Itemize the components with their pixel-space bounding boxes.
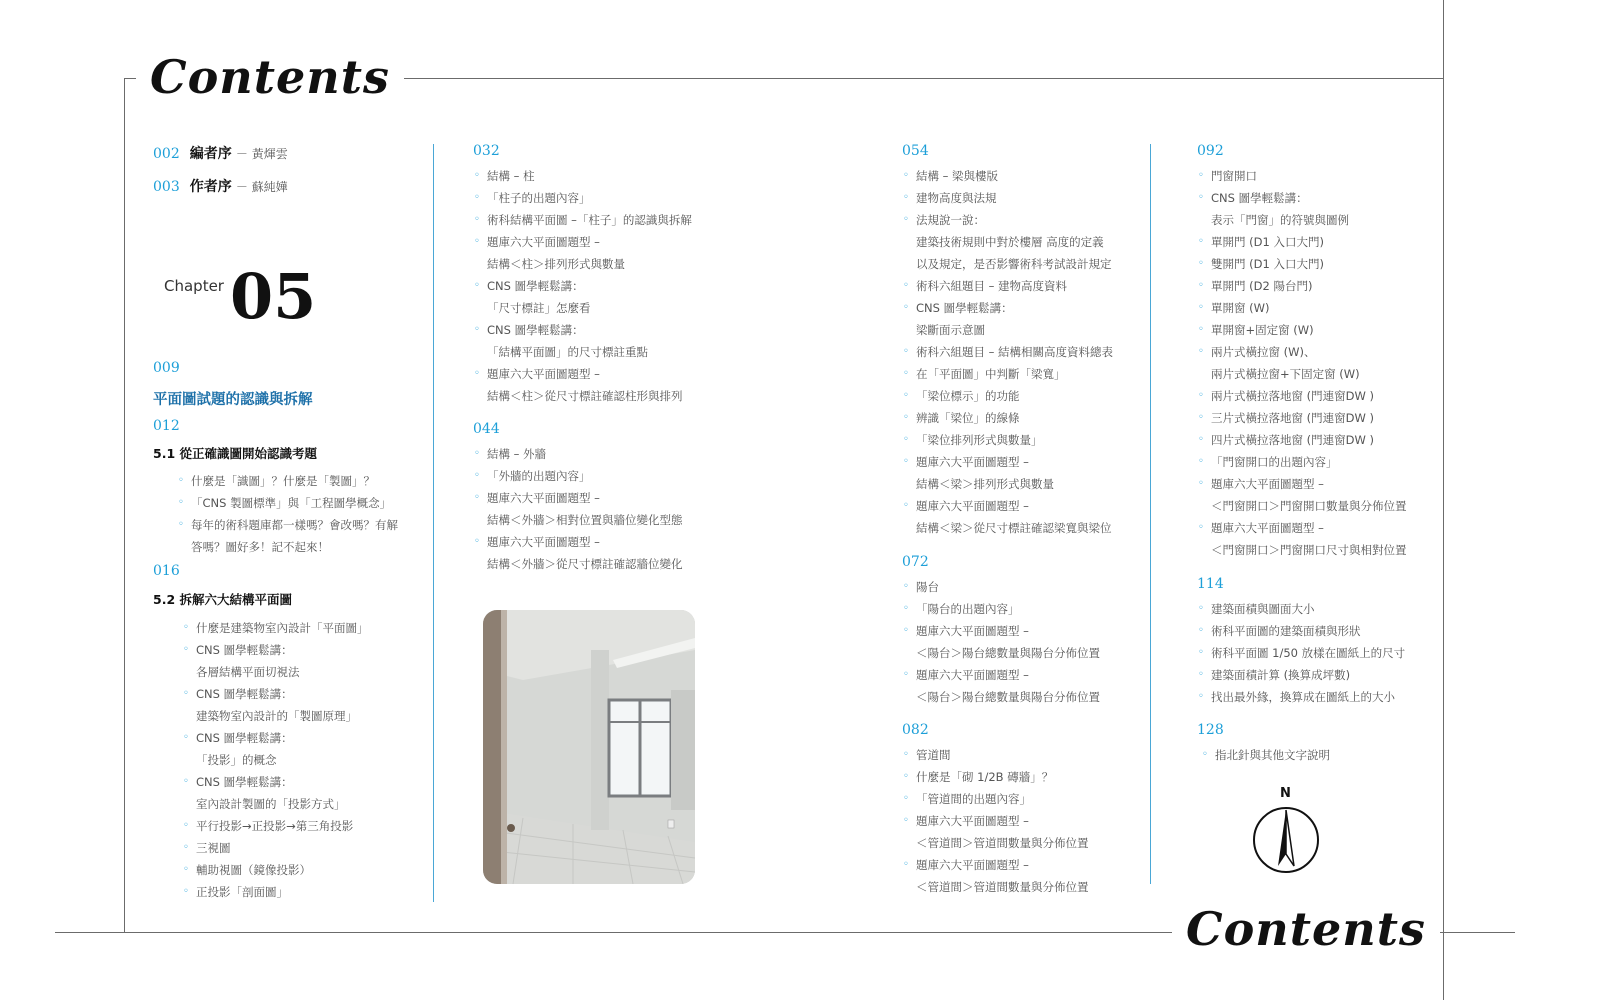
right-frame-line	[1443, 0, 1444, 1000]
toc-item-text: 「管道間的出題內容」	[916, 792, 1031, 806]
group-082	[902, 722, 1089, 898]
section-5-1	[153, 418, 398, 558]
toc-item[interactable]	[182, 639, 369, 683]
bullet-icon: ◦	[903, 456, 909, 467]
bullet-icon: ◦	[903, 815, 909, 826]
section-5-2	[153, 563, 369, 903]
toc-item-text: ＜陽台＞陽台總數量與陽台分佈位置	[916, 690, 1100, 704]
bullet-icon: ◦	[903, 412, 909, 423]
bullet-icon: ◦	[903, 434, 909, 445]
toc-item[interactable]	[473, 187, 692, 209]
toc-item-text: 法規說一說：	[916, 213, 985, 227]
toc-item-text: 題庫六大平面圖題型 –	[916, 455, 1029, 469]
toc-item-text: 每年的術科題庫都一樣嗎？會改嗎？有解	[191, 518, 398, 532]
toc-item-text: CNS 圖學輕鬆講：	[916, 301, 1013, 315]
bullet-icon: ◦	[178, 519, 184, 530]
column-separator	[433, 144, 434, 902]
toc-item[interactable]	[1197, 664, 1405, 686]
toc-item-text: 結構＜柱＞從尺寸標註確認柱形與排列	[487, 389, 683, 403]
toc-item[interactable]	[1197, 297, 1407, 319]
toc-item-text: 什麼是「識圖」？什麼是「製圖」？	[191, 474, 375, 488]
toc-item-text: 建築面積計算 (換算成坪數)	[1211, 668, 1351, 682]
bullet-icon: ◦	[1198, 236, 1204, 247]
toc-item[interactable]	[473, 443, 683, 465]
left-frame-line	[124, 78, 125, 933]
toc-item-text: 「梁位標示」的功能	[916, 389, 1020, 403]
group-114	[1197, 576, 1405, 708]
toc-item-text: 題庫六大平面圖題型 –	[916, 668, 1029, 682]
toc-item[interactable]	[473, 275, 692, 319]
toc-item[interactable]	[902, 385, 1113, 407]
toc-item-text: 表示「門窗」的符號與圖例	[1211, 213, 1349, 227]
bullet-icon: ◦	[474, 192, 480, 203]
toc-item[interactable]	[473, 363, 692, 407]
bullet-icon: ◦	[183, 732, 189, 743]
toc-item-text: 室內設計製圖的「投影方式」	[196, 797, 346, 811]
toc-item-text: 「門窗開口的出題內容」	[1211, 455, 1338, 469]
bullet-icon: ◦	[1198, 603, 1204, 614]
group-128	[1197, 722, 1330, 766]
toc-item-text: 平行投影→正投影→第三角投影	[196, 819, 354, 833]
toc-item-text: 結構 – 柱	[487, 169, 535, 183]
bullet-icon: ◦	[474, 170, 480, 181]
bullet-icon: ◦	[903, 603, 909, 614]
toc-item[interactable]	[473, 209, 692, 231]
toc-item-text: 題庫六大平面圖題型 –	[1211, 521, 1324, 535]
section-title[interactable]: 5.2 拆解六大結構平面圖	[153, 592, 292, 607]
chapter-number: 05	[229, 260, 317, 333]
toc-item-text: 建築技術規則中對於樓層 高度的定義	[916, 235, 1104, 249]
compass-icon	[1252, 804, 1322, 876]
toc-item-text: 術科六組題目 – 結構相關高度資料總表	[916, 345, 1114, 359]
toc-item-text: 建築面積與圖面大小	[1211, 602, 1315, 616]
bullet-icon: ◦	[1202, 749, 1208, 760]
bullet-icon: ◦	[903, 771, 909, 782]
chapter-heading	[164, 260, 316, 334]
bullet-icon: ◦	[183, 644, 189, 655]
toc-item-text: 輔助視圖（鏡像投影）	[196, 863, 311, 877]
toc-item-text: 題庫六大平面圖題型 –	[487, 235, 600, 249]
toc-item-text: 「結構平面圖」的尺寸標註重點	[487, 345, 648, 359]
toc-item[interactable]	[182, 727, 369, 771]
toc-item[interactable]	[182, 771, 369, 815]
bullet-icon: ◦	[474, 236, 480, 247]
toc-item-text: 「柱子的出題內容」	[487, 191, 591, 205]
toc-item[interactable]	[902, 341, 1113, 363]
toc-item[interactable]	[1197, 187, 1407, 231]
toc-item[interactable]	[902, 429, 1113, 451]
bullet-icon: ◦	[903, 581, 909, 592]
toc-item[interactable]	[177, 492, 398, 514]
toc-item[interactable]	[1197, 275, 1407, 297]
toc-item-text: 辨識「梁位」的線條	[916, 411, 1020, 425]
toc-item[interactable]	[182, 881, 369, 903]
toc-item-text: 結構＜柱＞排列形式與數量	[487, 257, 625, 271]
toc-item[interactable]	[902, 495, 1113, 539]
toc-item-text: ＜門窗開口＞門窗開口尺寸與相對位置	[1211, 543, 1407, 557]
toc-item-text: 以及規定，是否影響術科考試設計規定	[916, 257, 1112, 271]
bullet-icon: ◦	[178, 497, 184, 508]
page-number: 092	[1197, 143, 1224, 159]
bullet-icon: ◦	[183, 886, 189, 897]
page-number: 012	[153, 418, 180, 434]
toc-item[interactable]	[902, 576, 1100, 598]
toc-item-text: 術科平面圖的建築面積與形狀	[1211, 624, 1361, 638]
toc-item-text: 單開窗+固定窗 (W)	[1211, 323, 1314, 337]
toc-item-text: 「外牆的出題內容」	[487, 469, 591, 483]
bullet-icon: ◦	[1198, 478, 1204, 489]
page-number: 016	[153, 563, 180, 579]
page-number: 054	[902, 143, 929, 159]
toc-item[interactable]	[1197, 165, 1407, 187]
toc-item-text: 題庫六大平面圖題型 –	[916, 814, 1029, 828]
bullet-icon: ◦	[1198, 625, 1204, 636]
bullet-icon: ◦	[903, 500, 909, 511]
section-title[interactable]: 5.1 從正確識圖開始認識考題	[153, 446, 317, 461]
toc-item-text: 題庫六大平面圖題型 –	[487, 367, 600, 381]
bullet-icon: ◦	[1198, 522, 1204, 533]
toc-item[interactable]	[902, 766, 1089, 788]
toc-item-text: 建築物室內設計的「製圖原理」	[196, 709, 357, 723]
toc-list	[1201, 744, 1330, 766]
toc-item[interactable]	[177, 470, 398, 492]
group-032	[473, 143, 692, 407]
page-number: 128	[1197, 722, 1224, 738]
empty-room-image	[483, 610, 695, 884]
toc-item[interactable]	[902, 854, 1089, 898]
toc-item-text: 題庫六大平面圖題型 –	[487, 491, 600, 505]
page-number: 002	[153, 146, 180, 162]
page-number: 044	[473, 421, 500, 437]
toc-list	[1197, 598, 1405, 708]
toc-item-text: 單開窗 (W)	[1211, 301, 1270, 315]
toc-item-text: 找出最外緣，換算成在圖紙上的大小	[1211, 690, 1395, 704]
bullet-icon: ◦	[1198, 691, 1204, 702]
toc-item-text: 題庫六大平面圖題型 –	[1211, 477, 1324, 491]
toc-list	[902, 165, 1113, 539]
bullet-icon: ◦	[1198, 669, 1204, 680]
toc-item-text: CNS 圖學輕鬆講：	[196, 731, 293, 745]
toc-item[interactable]	[182, 683, 369, 727]
toc-item-text: 術科六組題目 – 建物高度資料	[916, 279, 1068, 293]
group-044	[473, 421, 683, 575]
toc-item[interactable]	[1201, 744, 1330, 766]
toc-item-text: ＜管道間＞管道間數量與分佈位置	[916, 836, 1089, 850]
bullet-icon: ◦	[903, 214, 909, 225]
bullet-icon: ◦	[903, 390, 909, 401]
toc-item[interactable]	[902, 744, 1089, 766]
page-number: 032	[473, 143, 500, 159]
bullet-icon: ◦	[474, 448, 480, 459]
toc-item[interactable]	[473, 231, 692, 275]
bullet-icon: ◦	[903, 302, 909, 313]
toc-item[interactable]	[1197, 473, 1407, 517]
toc-item-text: 結構＜外牆＞從尺寸標註確認牆位變化	[487, 557, 683, 571]
toc-item[interactable]	[902, 275, 1113, 297]
toc-item[interactable]	[902, 788, 1089, 810]
toc-item-text: 「CNS 製圖標準」與「工程圖學概念」	[191, 496, 392, 510]
toc-item-text: CNS 圖學輕鬆講：	[487, 323, 584, 337]
toc-item[interactable]	[473, 531, 683, 575]
toc-item[interactable]	[1197, 407, 1407, 429]
bullet-icon: ◦	[474, 324, 480, 335]
page-number: 003	[153, 179, 180, 195]
bullet-icon: ◦	[183, 864, 189, 875]
toc-item[interactable]	[1197, 341, 1407, 385]
toc-item[interactable]	[182, 859, 369, 881]
bullet-icon: ◦	[903, 280, 909, 291]
preface-entry[interactable]	[153, 138, 288, 171]
north-arrow-compass	[1252, 786, 1322, 876]
toc-item-text: ＜管道間＞管道間數量與分佈位置	[916, 880, 1089, 894]
toc-item-text: 題庫六大平面圖題型 –	[916, 858, 1029, 872]
toc-item-text: 「投影」的概念	[196, 753, 277, 767]
toc-item-text: CNS 圖學輕鬆講：	[487, 279, 584, 293]
toc-item[interactable]	[473, 165, 692, 187]
bullet-icon: ◦	[474, 368, 480, 379]
toc-list	[182, 617, 369, 903]
toc-item[interactable]	[902, 620, 1100, 664]
bullet-icon: ◦	[1198, 456, 1204, 467]
toc-item-text: 兩片式橫拉落地窗 (門連窗DW )	[1211, 389, 1375, 403]
bullet-icon: ◦	[183, 820, 189, 831]
bullet-icon: ◦	[903, 749, 909, 760]
toc-item[interactable]	[1197, 517, 1407, 561]
toc-list	[473, 443, 683, 575]
page-number: 082	[902, 722, 929, 738]
toc-item-text: 管道間	[916, 748, 951, 762]
toc-item-text: 題庫六大平面圖題型 –	[916, 499, 1029, 513]
bullet-icon: ◦	[903, 368, 909, 379]
preface-author: － 黃煇雲	[235, 147, 288, 161]
toc-item-text: 「尺寸標註」怎麼看	[487, 301, 591, 315]
toc-item[interactable]	[1197, 451, 1407, 473]
toc-item-text: 三片式橫拉落地窗 (門連窗DW )	[1211, 411, 1375, 425]
toc-item[interactable]	[902, 810, 1089, 854]
toc-item[interactable]	[902, 451, 1113, 495]
bullet-icon: ◦	[903, 793, 909, 804]
toc-item-text: ＜陽台＞陽台總數量與陽台分佈位置	[916, 646, 1100, 660]
toc-item[interactable]	[1197, 429, 1407, 451]
toc-list	[1197, 165, 1407, 561]
toc-item-text: 三視圖	[196, 841, 231, 855]
toc-item[interactable]	[182, 617, 369, 639]
bullet-icon: ◦	[1198, 302, 1204, 313]
bullet-icon: ◦	[1198, 280, 1204, 291]
toc-item-text: 正投影「剖面圖」	[196, 885, 288, 899]
toc-item-text: 結構＜梁＞從尺寸標註確認梁寬與梁位	[916, 521, 1112, 535]
toc-item[interactable]	[473, 487, 683, 531]
bullet-icon: ◦	[1198, 647, 1204, 658]
toc-item[interactable]	[1197, 598, 1405, 620]
header-title: Contents	[136, 50, 404, 104]
preface-title: 作者序	[189, 179, 232, 195]
toc-item-text: 題庫六大平面圖題型 –	[487, 535, 600, 549]
toc-item-text: 結構 – 外牆	[487, 447, 547, 461]
toc-item[interactable]	[902, 165, 1113, 187]
group-092	[1197, 143, 1407, 561]
toc-item[interactable]	[1197, 620, 1405, 642]
bullet-icon: ◦	[183, 688, 189, 699]
toc-item-text: 題庫六大平面圖題型 –	[916, 624, 1029, 638]
bullet-icon: ◦	[1198, 258, 1204, 269]
toc-item-text: 兩片式橫拉窗 (W)、	[1211, 345, 1316, 359]
toc-item[interactable]	[1197, 642, 1405, 664]
preface-block	[153, 138, 288, 204]
bullet-icon: ◦	[903, 170, 909, 181]
toc-item[interactable]	[177, 514, 398, 558]
toc-list	[177, 470, 398, 558]
toc-item[interactable]	[182, 815, 369, 837]
bullet-icon: ◦	[1198, 346, 1204, 357]
toc-item-text: 建物高度與法規	[916, 191, 997, 205]
toc-item-text: 在「平面圖」中判斷「梁寬」	[916, 367, 1066, 381]
part-block	[153, 360, 313, 409]
toc-item[interactable]	[902, 664, 1100, 708]
toc-item[interactable]	[1197, 385, 1407, 407]
toc-list	[902, 744, 1089, 898]
bullet-icon: ◦	[183, 622, 189, 633]
toc-item-text: CNS 圖學輕鬆講：	[196, 643, 293, 657]
toc-item[interactable]	[1197, 686, 1405, 708]
toc-item-text: 單開門 (D2 陽台門)	[1211, 279, 1313, 293]
bullet-icon: ◦	[474, 280, 480, 291]
toc-item[interactable]	[1197, 231, 1407, 253]
bullet-icon: ◦	[178, 475, 184, 486]
toc-item-text: 四片式橫拉落地窗 (門連窗DW )	[1211, 433, 1375, 447]
column-separator	[1150, 144, 1151, 884]
toc-item[interactable]	[473, 319, 692, 363]
toc-item-text: 什麼是建築物室內設計「平面圖」	[196, 621, 369, 635]
toc-item[interactable]	[902, 598, 1100, 620]
toc-item-text: 結構 – 梁與樓版	[916, 169, 999, 183]
room-photo	[483, 610, 695, 884]
bullet-icon: ◦	[903, 625, 909, 636]
toc-list	[902, 576, 1100, 708]
toc-item-text: 什麼是「砌 1/2B 磚牆」？	[916, 770, 1054, 784]
bullet-icon: ◦	[1198, 170, 1204, 181]
bullet-icon: ◦	[1198, 390, 1204, 401]
toc-item-text: 「梁位排列形式與數量」	[916, 433, 1043, 447]
toc-item-text: 梁斷面示意圖	[916, 323, 985, 337]
toc-item-text: 「陽台的出題內容」	[916, 602, 1020, 616]
group-054	[902, 143, 1113, 539]
toc-item-text: 答嗎？圖好多！記不起來！	[191, 540, 329, 554]
toc-item[interactable]	[902, 363, 1113, 385]
part-title[interactable]: 平面圖試題的認識與拆解	[153, 392, 313, 408]
page-number: 114	[1197, 576, 1224, 592]
bullet-icon: ◦	[903, 192, 909, 203]
toc-item-text: CNS 圖學輕鬆講：	[196, 775, 293, 789]
toc-item-text: 各層結構平面切視法	[196, 665, 300, 679]
bullet-icon: ◦	[183, 842, 189, 853]
toc-item[interactable]	[1197, 319, 1407, 341]
bullet-icon: ◦	[183, 776, 189, 787]
bullet-icon: ◦	[474, 214, 480, 225]
toc-item-text: CNS 圖學輕鬆講：	[1211, 191, 1308, 205]
toc-item-text: ＜門窗開口＞門窗開口數量與分佈位置	[1211, 499, 1407, 513]
toc-item[interactable]	[182, 837, 369, 859]
page-number: 009	[153, 360, 180, 376]
bullet-icon: ◦	[1198, 192, 1204, 203]
preface-author: － 蘇純嬅	[235, 180, 288, 194]
bullet-icon: ◦	[903, 859, 909, 870]
compass-label: N	[1280, 786, 1291, 801]
bullet-icon: ◦	[474, 470, 480, 481]
toc-item[interactable]	[902, 187, 1113, 209]
toc-item[interactable]	[473, 465, 683, 487]
page-number: 072	[902, 554, 929, 570]
bullet-icon: ◦	[474, 536, 480, 547]
toc-item-text: 術科結構平面圖 –「柱子」的認識與拆解	[487, 213, 692, 227]
chapter-label: Chapter	[164, 277, 224, 295]
toc-item-text: CNS 圖學輕鬆講：	[196, 687, 293, 701]
toc-item-text: 雙開門 (D1 入口大門)	[1211, 257, 1324, 271]
toc-item-text: 兩片式橫拉窗+下固定窗 (W)	[1211, 367, 1360, 381]
toc-item-text: 結構＜外牆＞相對位置與牆位變化型態	[487, 513, 683, 527]
preface-title: 編者序	[189, 146, 232, 162]
toc-item-text: 結構＜梁＞排列形式與數量	[916, 477, 1054, 491]
bullet-icon: ◦	[1198, 434, 1204, 445]
toc-item-text: 單開門 (D1 入口大門)	[1211, 235, 1324, 249]
toc-item[interactable]	[1197, 253, 1407, 275]
toc-item-text: 陽台	[916, 580, 939, 594]
footer-title: Contents	[1172, 902, 1440, 956]
bullet-icon: ◦	[903, 669, 909, 680]
toc-list	[473, 165, 692, 407]
toc-item-text: 術科平面圖 1/50 放樣在圖紙上的尺寸	[1211, 646, 1406, 660]
toc-item[interactable]	[902, 407, 1113, 429]
toc-item[interactable]	[902, 209, 1113, 275]
bullet-icon: ◦	[1198, 412, 1204, 423]
toc-item-text: 指北針與其他文字說明	[1215, 748, 1330, 762]
toc-item-text: 門窗開口	[1211, 169, 1257, 183]
preface-entry[interactable]	[153, 171, 288, 204]
bullet-icon: ◦	[1198, 324, 1204, 335]
bullet-icon: ◦	[474, 492, 480, 503]
toc-item[interactable]	[902, 297, 1113, 341]
group-072	[902, 554, 1100, 708]
bullet-icon: ◦	[903, 346, 909, 357]
